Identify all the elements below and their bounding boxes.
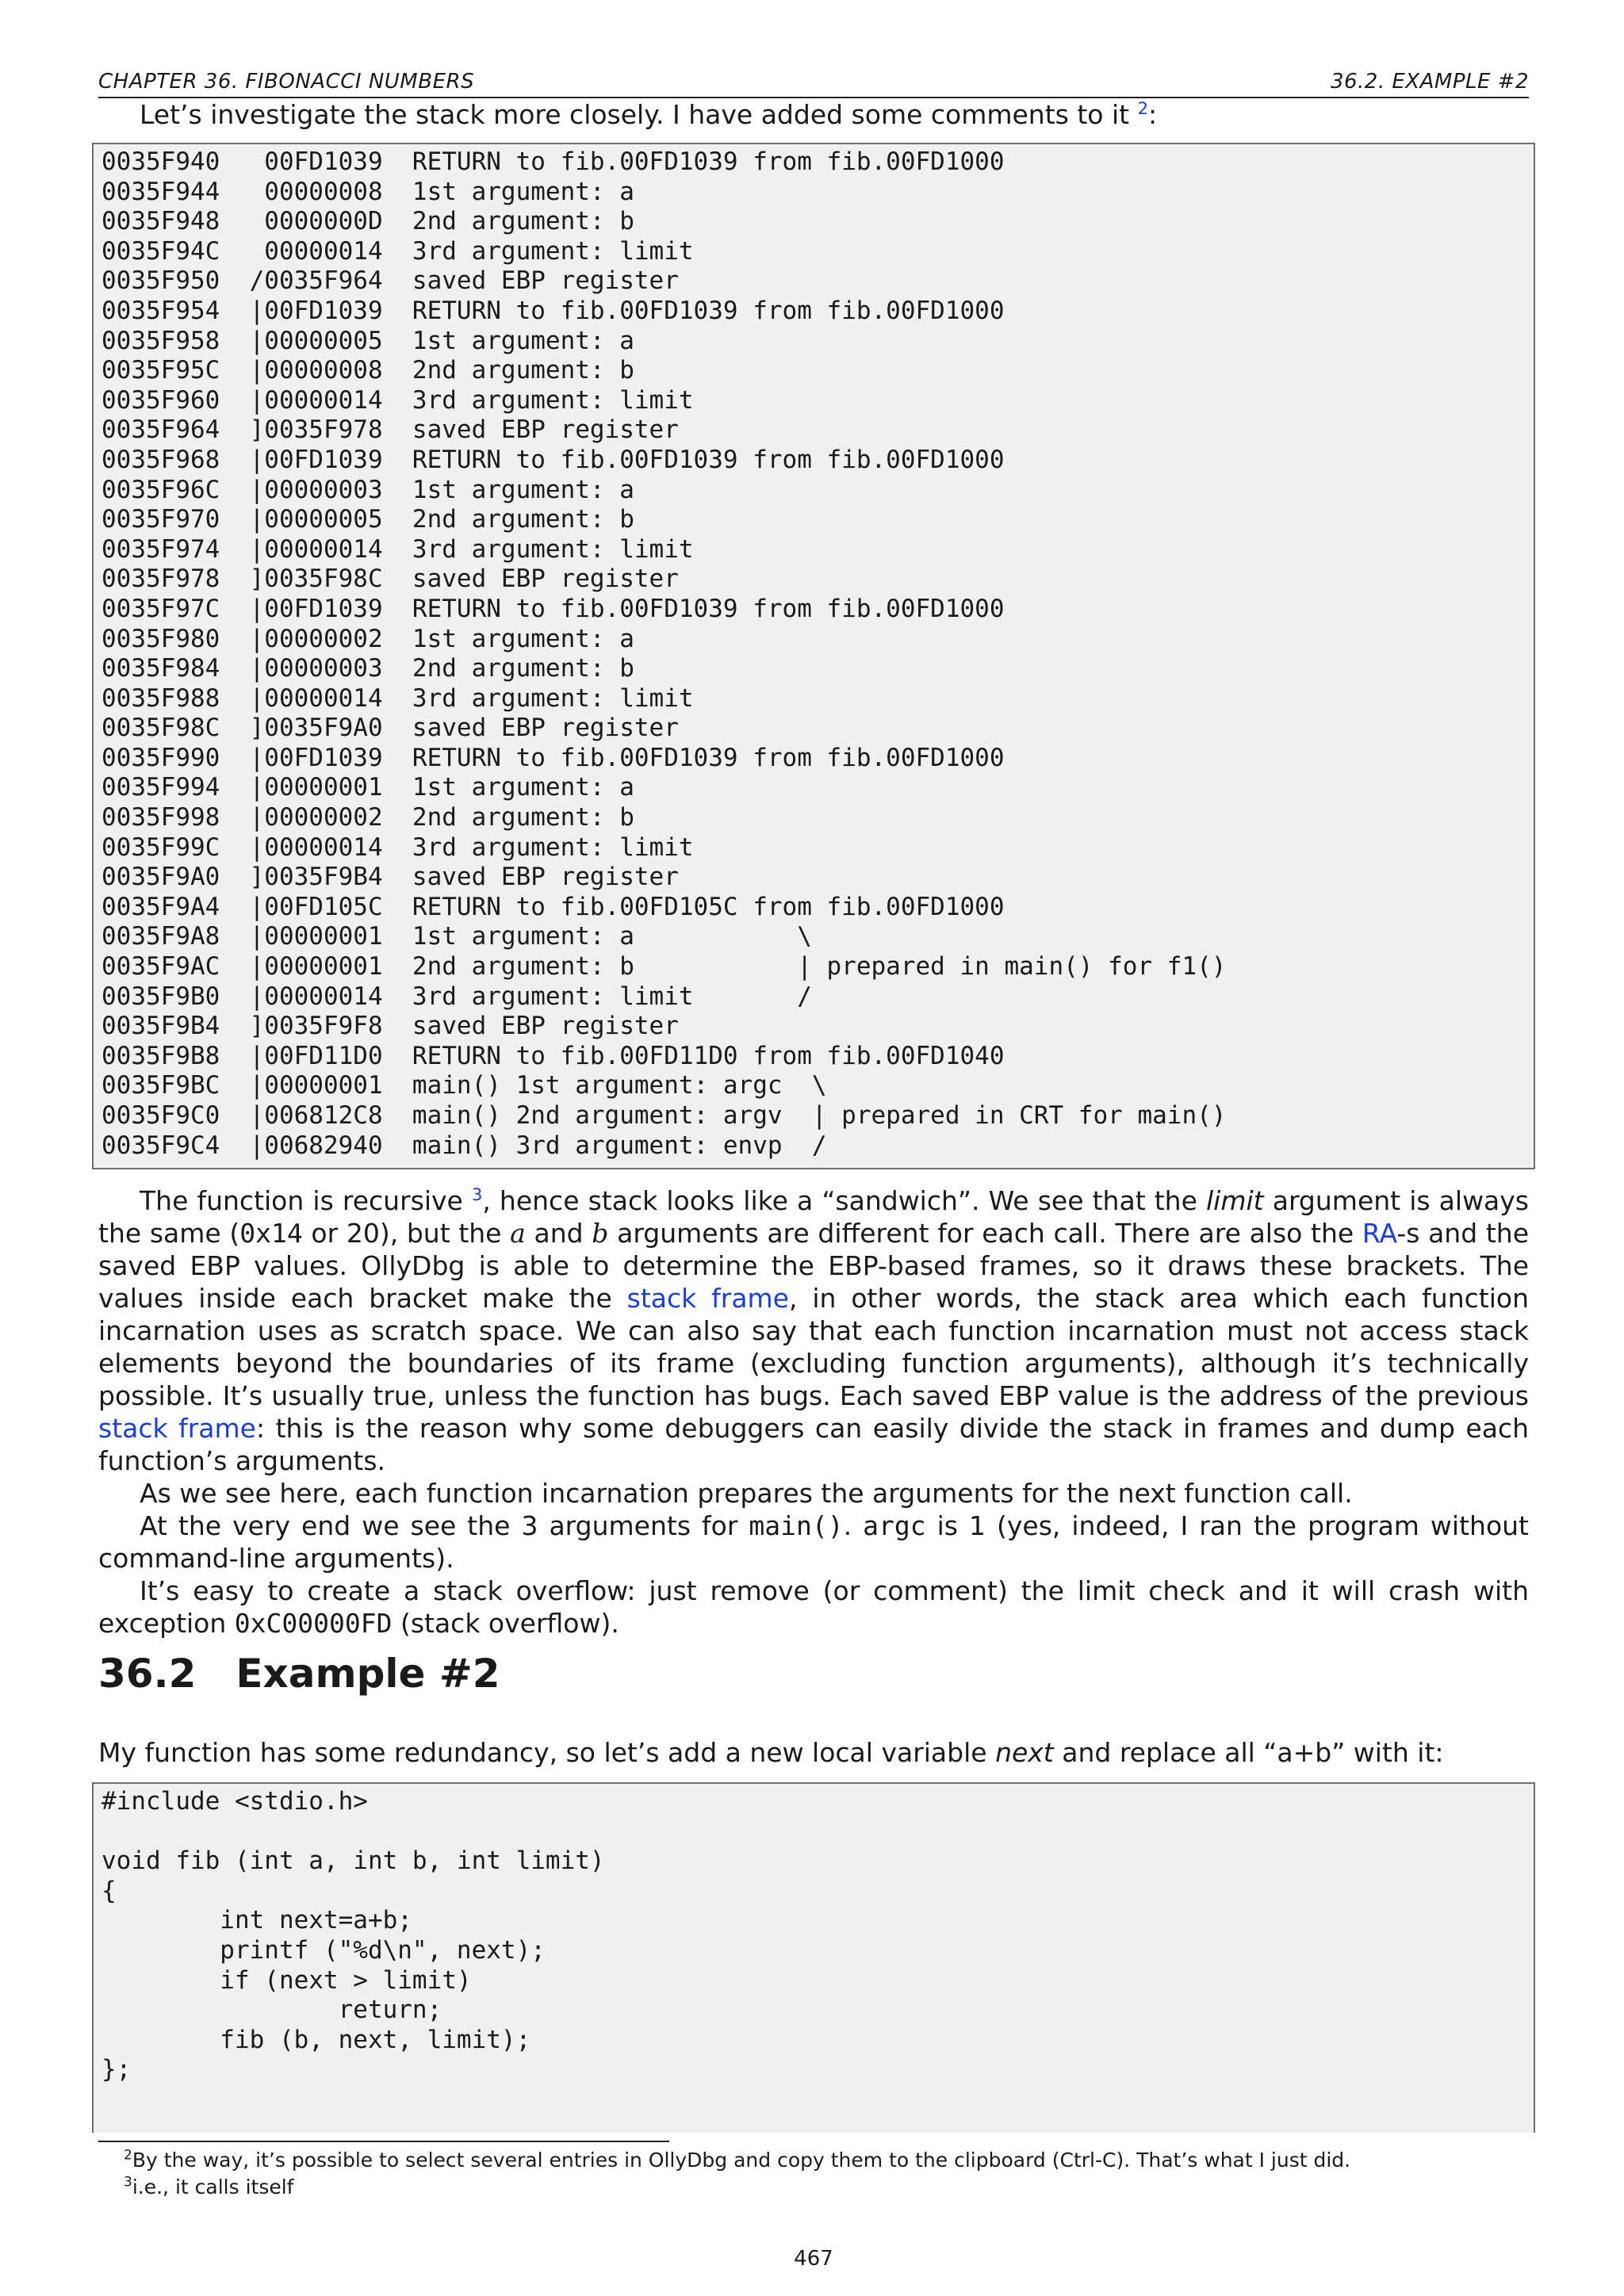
stack-row: 0035F960 |00000014 3rd argument: limit — [102, 385, 694, 415]
page-number: 467 — [794, 2247, 833, 2271]
stack-row: 0035F9BC |00000001 main() 1st argument: argc \ — [102, 1071, 827, 1100]
stack-row: 0035F9B8 |00FD11D0 RETURN to fib.00FD11D0 from fib.00FD1040 — [102, 1041, 1005, 1070]
stack-row: 0035F9A8 |00000001 1st argument: a \ — [102, 922, 812, 951]
stack-row: 0035F9A4 |00FD105C RETURN to fib.00FD105C from fib.00FD1000 — [102, 892, 1005, 921]
footnote-ref-3[interactable]: 3 — [471, 1185, 483, 1204]
stack-row: 0035F970 |00000005 2nd argument: b — [102, 505, 634, 534]
intro-paragraph: Let’s investigate the stack more closely. I have added some comments to it $^2$: — [140, 99, 1158, 130]
link-stack-frame[interactable]: stack frame — [626, 1283, 789, 1314]
stack-row: 0035F988 |00000014 3rd argument: limit — [102, 683, 694, 713]
footnote-3: $^3$i.e., it calls itself — [124, 2174, 294, 2198]
stack-row: 0035F940 00FD1039 RETURN to fib.00FD1039 from fib.00FD1000 — [102, 147, 1005, 176]
stack-row: 0035F9B4 ]0035F9F8 saved EBP register — [102, 1012, 679, 1041]
code-listing-fib — [92, 1782, 1535, 2133]
stack-row: 0035F964 ]0035F978 saved EBP register — [102, 415, 679, 445]
stack-row: 0035F998 |00000002 2nd argument: b — [102, 803, 634, 832]
stack-dump-listing — [92, 143, 1535, 1169]
stack-row: 0035F958 |00000005 1st argument: a — [102, 326, 634, 355]
stack-row: 0035F950 /0035F964 saved EBP register — [102, 266, 679, 296]
stack-row: 0035F984 |00000003 2nd argument: b — [102, 654, 634, 683]
footnote-ref-2[interactable]: 2 — [1137, 99, 1148, 118]
stack-row: 0035F95C |00000008 2nd argument: b — [102, 356, 634, 385]
stack-dump-text — [102, 147, 1526, 1161]
section-heading: 36.2 Example #2 — [98, 1651, 500, 1697]
paragraph-main-args: At the very end we see the 3 arguments for main(). argc is 1 (yes, indeed, I ran the program without command-line arguments). — [98, 1510, 1529, 1574]
stack-row: 0035F94C 00000014 3rd argument: limit — [102, 236, 694, 266]
stack-row: 0035F9B0 |00000014 3rd argument: limit / — [102, 982, 812, 1011]
header-section: 36.2. EXAMPLE #2 — [1330, 70, 1529, 94]
stack-row: 0035F968 |00FD1039 RETURN to fib.00FD1039 from fib.00FD1000 — [102, 445, 1005, 474]
running-header — [98, 70, 1529, 98]
stack-row: 0035F974 |00000014 3rd argument: limit — [102, 534, 694, 564]
link-stack-frame-2[interactable]: stack frame — [98, 1413, 256, 1444]
footnote-2: $^2$By the way, it’s possible to select several entries in OllyDbg and copy them to the clipboard (Ctrl-C). That’s what I just did. — [124, 2147, 1351, 2172]
footnote-rule — [98, 2141, 669, 2142]
paragraph-redundancy: My function has some redundancy, so let’s add a new local variable next and replace all “a+b” with it: — [98, 1737, 1444, 1768]
code-text: #include <stdio.h> void fib (int a, int b, int limit) { int next=a+b; printf ("%d\n", next); if (next > limit) return; fib (b, next, limit); }; — [102, 1787, 605, 2084]
stack-row: 0035F954 |00FD1039 RETURN to fib.00FD1039 from fib.00FD1000 — [102, 296, 1005, 325]
body-text — [98, 1184, 1529, 1640]
stack-row: 0035F994 |00000001 1st argument: a — [102, 773, 634, 802]
stack-row: 0035F980 |00000002 1st argument: a — [102, 624, 634, 653]
stack-row: 0035F9C0 |006812C8 main() 2nd argument: argv | prepared in CRT for main() — [102, 1101, 1227, 1130]
stack-row: 0035F9AC |00000001 2nd argument: b | prepared in main() for f1() — [102, 952, 1227, 982]
stack-row: 0035F97C |00FD1039 RETURN to fib.00FD1039 from fib.00FD1000 — [102, 594, 1005, 623]
link-ra[interactable]: RA — [1362, 1218, 1397, 1249]
stack-row: 0035F98C ]0035F9A0 saved EBP register — [102, 714, 679, 743]
header-chapter: CHAPTER 36. FIBONACCI NUMBERS — [98, 70, 475, 94]
stack-row: 0035F9C4 |00682940 main() 3rd argument: envp / — [102, 1131, 827, 1160]
stack-row: 0035F990 |00FD1039 RETURN to fib.00FD1039 from fib.00FD1000 — [102, 743, 1005, 772]
stack-row: 0035F99C |00000014 3rd argument: limit — [102, 832, 694, 862]
stack-row: 0035F948 0000000D 2nd argument: b — [102, 207, 634, 236]
stack-row: 0035F9A0 ]0035F9B4 saved EBP register — [102, 863, 679, 892]
paragraph-arguments: As we see here, each function incarnation prepares the arguments for the next function call. — [140, 1478, 1353, 1509]
stack-row: 0035F96C |00000003 1st argument: a — [102, 475, 634, 504]
paragraph-recursive: The function is recursive $^3$, hence stack looks like a “sandwich”. We see that the limit argument is always the same (0x14 or 20), but the a and b arguments are different for each call. There are also the RA-s and the saved EBP values. OllyDbg is able to determine the EBP-based frames, so it draws these brackets. The values inside each bracket make the stack frame, in other words, the stack area which each function incarnation uses as scratch space. We can also say that each function incarnation must not access stack elements beyond the boundaries of its frame (excluding function arguments), although it’s technically possible. It’s usually true, unless the function has bugs. Each saved EBP value is the address of the previous stack frame: this is the reason why some debuggers can easily divide the stack in frames and dump each function’s arguments. — [98, 1185, 1530, 1476]
stack-row: 0035F978 ]0035F98C saved EBP register — [102, 564, 679, 594]
stack-row: 0035F944 00000008 1st argument: a — [102, 177, 634, 206]
paragraph-overflow: It’s easy to create a stack overflow: just remove (or comment) the limit check and it will crash with exception 0xC00000FD (stack overflow). — [98, 1575, 1529, 1639]
